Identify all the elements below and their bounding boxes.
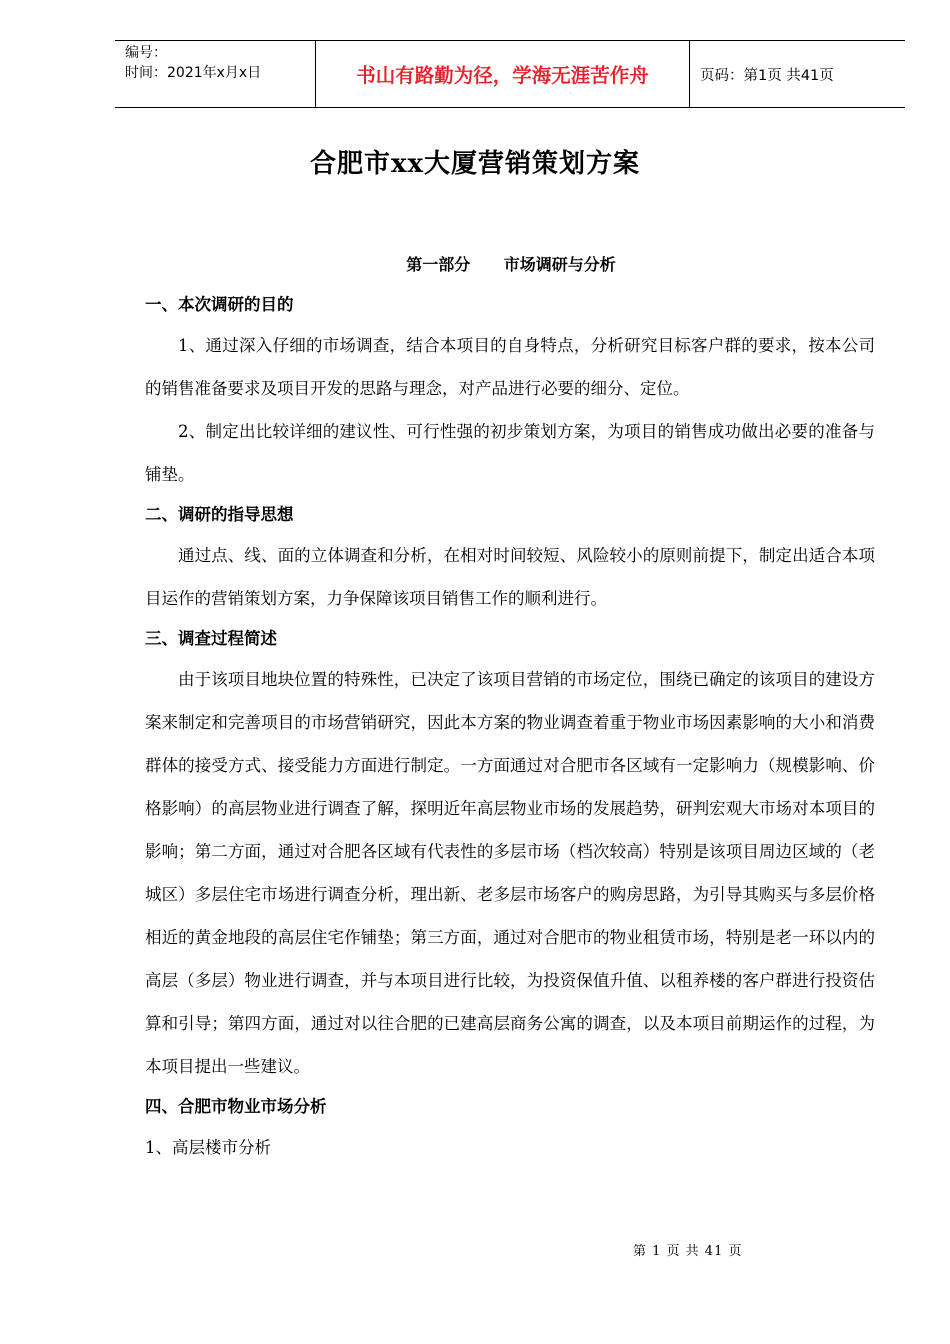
header-meta-cell <box>115 41 316 107</box>
subsection-heading: 1、高层楼市分析 <box>145 1138 271 1157</box>
paragraph: 2、制定出比较详细的建议性、可行性强的初步策划方案，为项目的销售成功做出必要的准备与铺垫。 <box>145 422 875 484</box>
section-heading: 四、合肥市物业市场分析 <box>145 1097 327 1116</box>
document-title: 合肥市xx大厦营销策划方案 <box>309 149 640 179</box>
page-info-text: 页码：第1页 共41页 <box>700 67 834 84</box>
section-heading: 一、本次调研的目的 <box>145 295 294 314</box>
page-footer: 第 1 页 共 41 页 <box>633 1244 743 1259</box>
paragraph: 通过点、线、面的立体调查和分析，在相对时间较短、风险较小的原则前提下，制定出适合本项目运作的营销策划方案，力争保障该项目销售工作的顺利进行。 <box>145 546 875 608</box>
paragraph: 1、通过深入仔细的市场调查，结合本项目的自身特点，分析研究目标客户群的要求，按本公司的销售准备要求及项目开发的思路与理念，对产品进行必要的细分、定位。 <box>145 336 875 398</box>
section-heading: 二、调研的指导思想 <box>145 505 294 524</box>
part-title: 第一部分 市场调研与分析 <box>406 255 616 274</box>
header-motto-cell <box>316 41 690 107</box>
page-header <box>115 40 905 108</box>
date-text: 时间：2021年x月x日 <box>125 65 262 81</box>
serial-number-label: 编号： <box>125 45 167 61</box>
header-page-cell <box>690 41 905 107</box>
document-body <box>145 286 875 1169</box>
paragraph: 由于该项目地块位置的特殊性，已决定了该项目营销的市场定位，围绕已确定的该项目的建设方案来制定和完善项目的市场营销研究，因此本方案的物业调查着重于物业市场因素影响的大小和消费群体的接受方式、接受能力方面进行制定。一方面通过对合肥市各区域有一定影响力（规模影响、价格影响）的高层物业进行调查了解，探明近年高层物业市场的发展趋势，研判宏观大市场对本项目的影响；第二方面，通过对合肥各区域有代表性的多层市场（档次较高）特别是该项目周边区域的（老城区）多层住宅市场进行调查分析，理出新、老多层市场客户的购房思路，为引导其购买与多层价格相近的黄金地段的高层住宅作铺垫；第三方面，通过对合肥市的物业租赁市场，特别是老一环以内的高层（多层）物业进行调查，并与本项目进行比较，为投资保值升值、以租养楼的客户群进行投资估算和引导；第四方面，通过对以往合肥的已建高层商务公寓的调查，以及本项目前期运作的过程，为本项目提出一些建议。 <box>145 670 875 1076</box>
motto-text: 书山有路勤为径，学海无涯苦作舟 <box>356 64 649 87</box>
section-heading: 三、调查过程简述 <box>145 629 277 648</box>
